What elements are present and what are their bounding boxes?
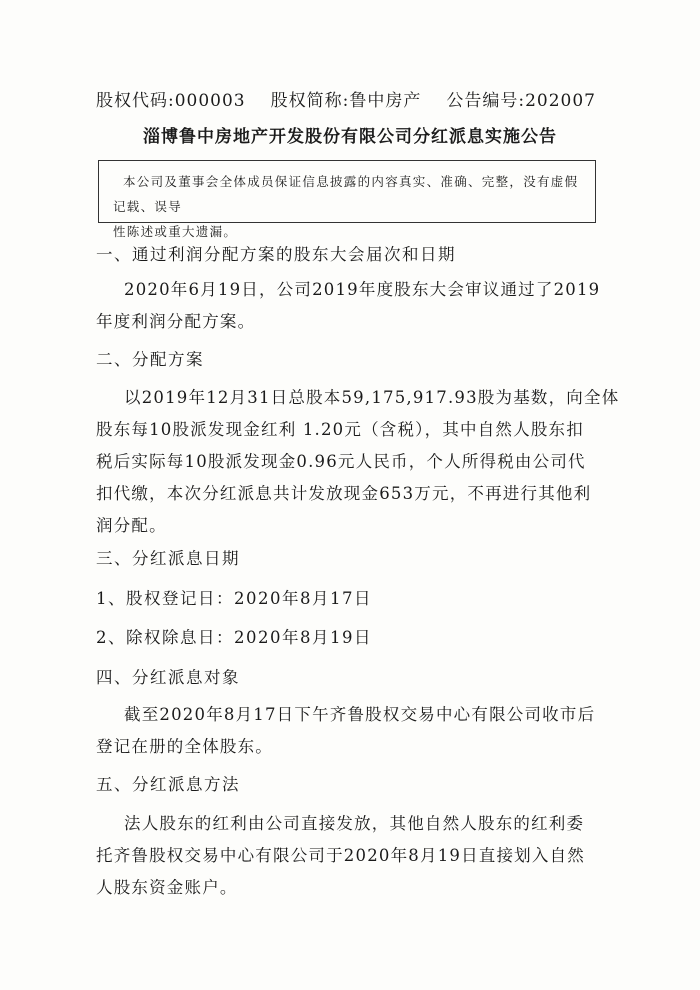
paragraph-line: 人股东资金账户。: [96, 878, 238, 897]
stock-short-name: 股权简称:鲁中房产: [270, 91, 422, 111]
section-5-heading: 五、分红派息方法: [96, 775, 240, 794]
disclaimer-box: [98, 160, 596, 239]
section-5-body: [96, 808, 606, 904]
paragraph-line: 以2019年12月31日总股本59,175,917.93股为基数，向全体: [124, 388, 620, 407]
section-1-heading: 一、通过利润分配方案的股东大会届次和日期: [96, 245, 456, 264]
paragraph-line: 扣代缴，本次分红派息共计发放现金653万元，不再进行其他利: [96, 484, 592, 503]
section-2-heading: 二、分配方案: [96, 350, 204, 369]
disclaimer-line-2: 性陈述或重大遗漏。: [113, 224, 238, 239]
section-3-heading: 三、分红派息日期: [96, 549, 240, 568]
section-1-body: [96, 274, 606, 338]
section-2-body: [96, 382, 620, 542]
header-row: [96, 86, 596, 111]
paragraph-line: 截至2020年8月17日下午齐鲁股权交易中心有限公司收市后: [124, 705, 596, 724]
ex-dividend-date-item: 2、除权除息日：2020年8月19日: [96, 628, 372, 647]
section-4-body: [96, 699, 606, 763]
paragraph-line: 2020年6月19日，公司2019年度股东大会审议通过了2019: [124, 280, 601, 299]
section-4-heading: 四、分红派息对象: [96, 668, 240, 687]
disclaimer-line-1: 本公司及董事会全体成员保证信息披露的内容真实、准确、完整，没有虚假记载、误导: [113, 174, 579, 214]
paragraph-line: 法人股东的红利由公司直接发放，其他自然人股东的红利委: [124, 814, 585, 833]
document-title: 淄博鲁中房地产开发股份有限公司分红派息实施公告: [143, 127, 557, 147]
record-date-item: 1、股权登记日：2020年8月17日: [96, 589, 372, 608]
paragraph-line: 托齐鲁股权交易中心有限公司于2020年8月19日直接划入自然: [96, 846, 585, 865]
notice-number: 公告编号:202007: [446, 91, 596, 111]
paragraph-line: 年度利润分配方案。: [96, 312, 256, 331]
stock-code: 股权代码:000003: [96, 91, 246, 111]
paragraph-line: 润分配。: [96, 516, 167, 535]
paragraph-line: 税后实际每10股派发现金0.96元人民币，个人所得税由公司代: [96, 452, 586, 471]
paragraph-line: 股东每10股派发现金红利 1.20元（含税），其中自然人股东扣: [96, 420, 584, 439]
paragraph-line: 登记在册的全体股东。: [96, 737, 273, 756]
